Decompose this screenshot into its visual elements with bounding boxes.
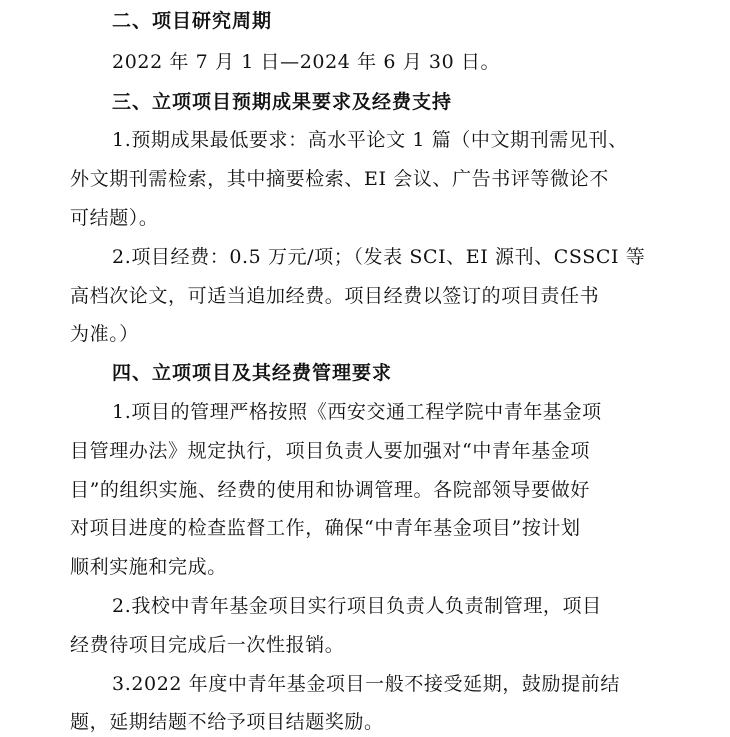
management-p3-line-2: 题，延期结题不给予项目结题奖励。 xyxy=(70,711,384,733)
management-p2-line-2: 经费待项目完成后一次性报销。 xyxy=(70,634,345,656)
management-p1-line-4: 对项目进度的检查监督工作，确保“中青年基金项目”按计划 xyxy=(70,517,581,539)
management-p1-line-1: 1.项目的管理严格按照《西安交通工程学院中青年基金项 xyxy=(112,401,602,423)
funding-line-1: 2.项目经费：0.5 万元/项；（发表 SCI、EI 源刊、CSSCI 等 xyxy=(112,246,646,268)
outcome-line-3: 可结题）。 xyxy=(70,207,159,229)
outcome-line-1: 1.预期成果最低要求：高水平论文 1 篇（中文期刊需见刊、 xyxy=(112,129,628,151)
section-heading-management: 四、立项项目及其经费管理要求 xyxy=(112,362,393,384)
section-heading-outcomes: 三、立项项目预期成果要求及经费支持 xyxy=(112,91,453,113)
management-p3-line-1: 3.2022 年度中青年基金项目一般不接受延期，鼓励提前结 xyxy=(112,673,620,695)
funding-line-3: 为准。） xyxy=(70,323,139,345)
outcome-line-2: 外文期刊需检索，其中摘要检索、EI 会议、广告书评等微论不 xyxy=(70,168,609,190)
period-text: 2022 年 7 月 1 日—2024 年 6 月 30 日。 xyxy=(112,51,501,73)
management-p1-line-5: 顺利实施和完成。 xyxy=(70,556,227,578)
management-p1-line-2: 目管理办法》规定执行，项目负责人要加强对“中青年基金项 xyxy=(70,440,590,462)
management-p1-line-3: 目”的组织实施、经费的使用和协调管理。各院部领导要做好 xyxy=(70,479,590,501)
funding-line-2: 高档次论文，可适当追加经费。项目经费以签订的项目责任书 xyxy=(70,285,600,307)
section-heading-period: 二、项目研究周期 xyxy=(112,10,273,32)
management-p2-line-1: 2.我校中青年基金项目实行项目负责人负责制管理，项目 xyxy=(112,595,602,617)
